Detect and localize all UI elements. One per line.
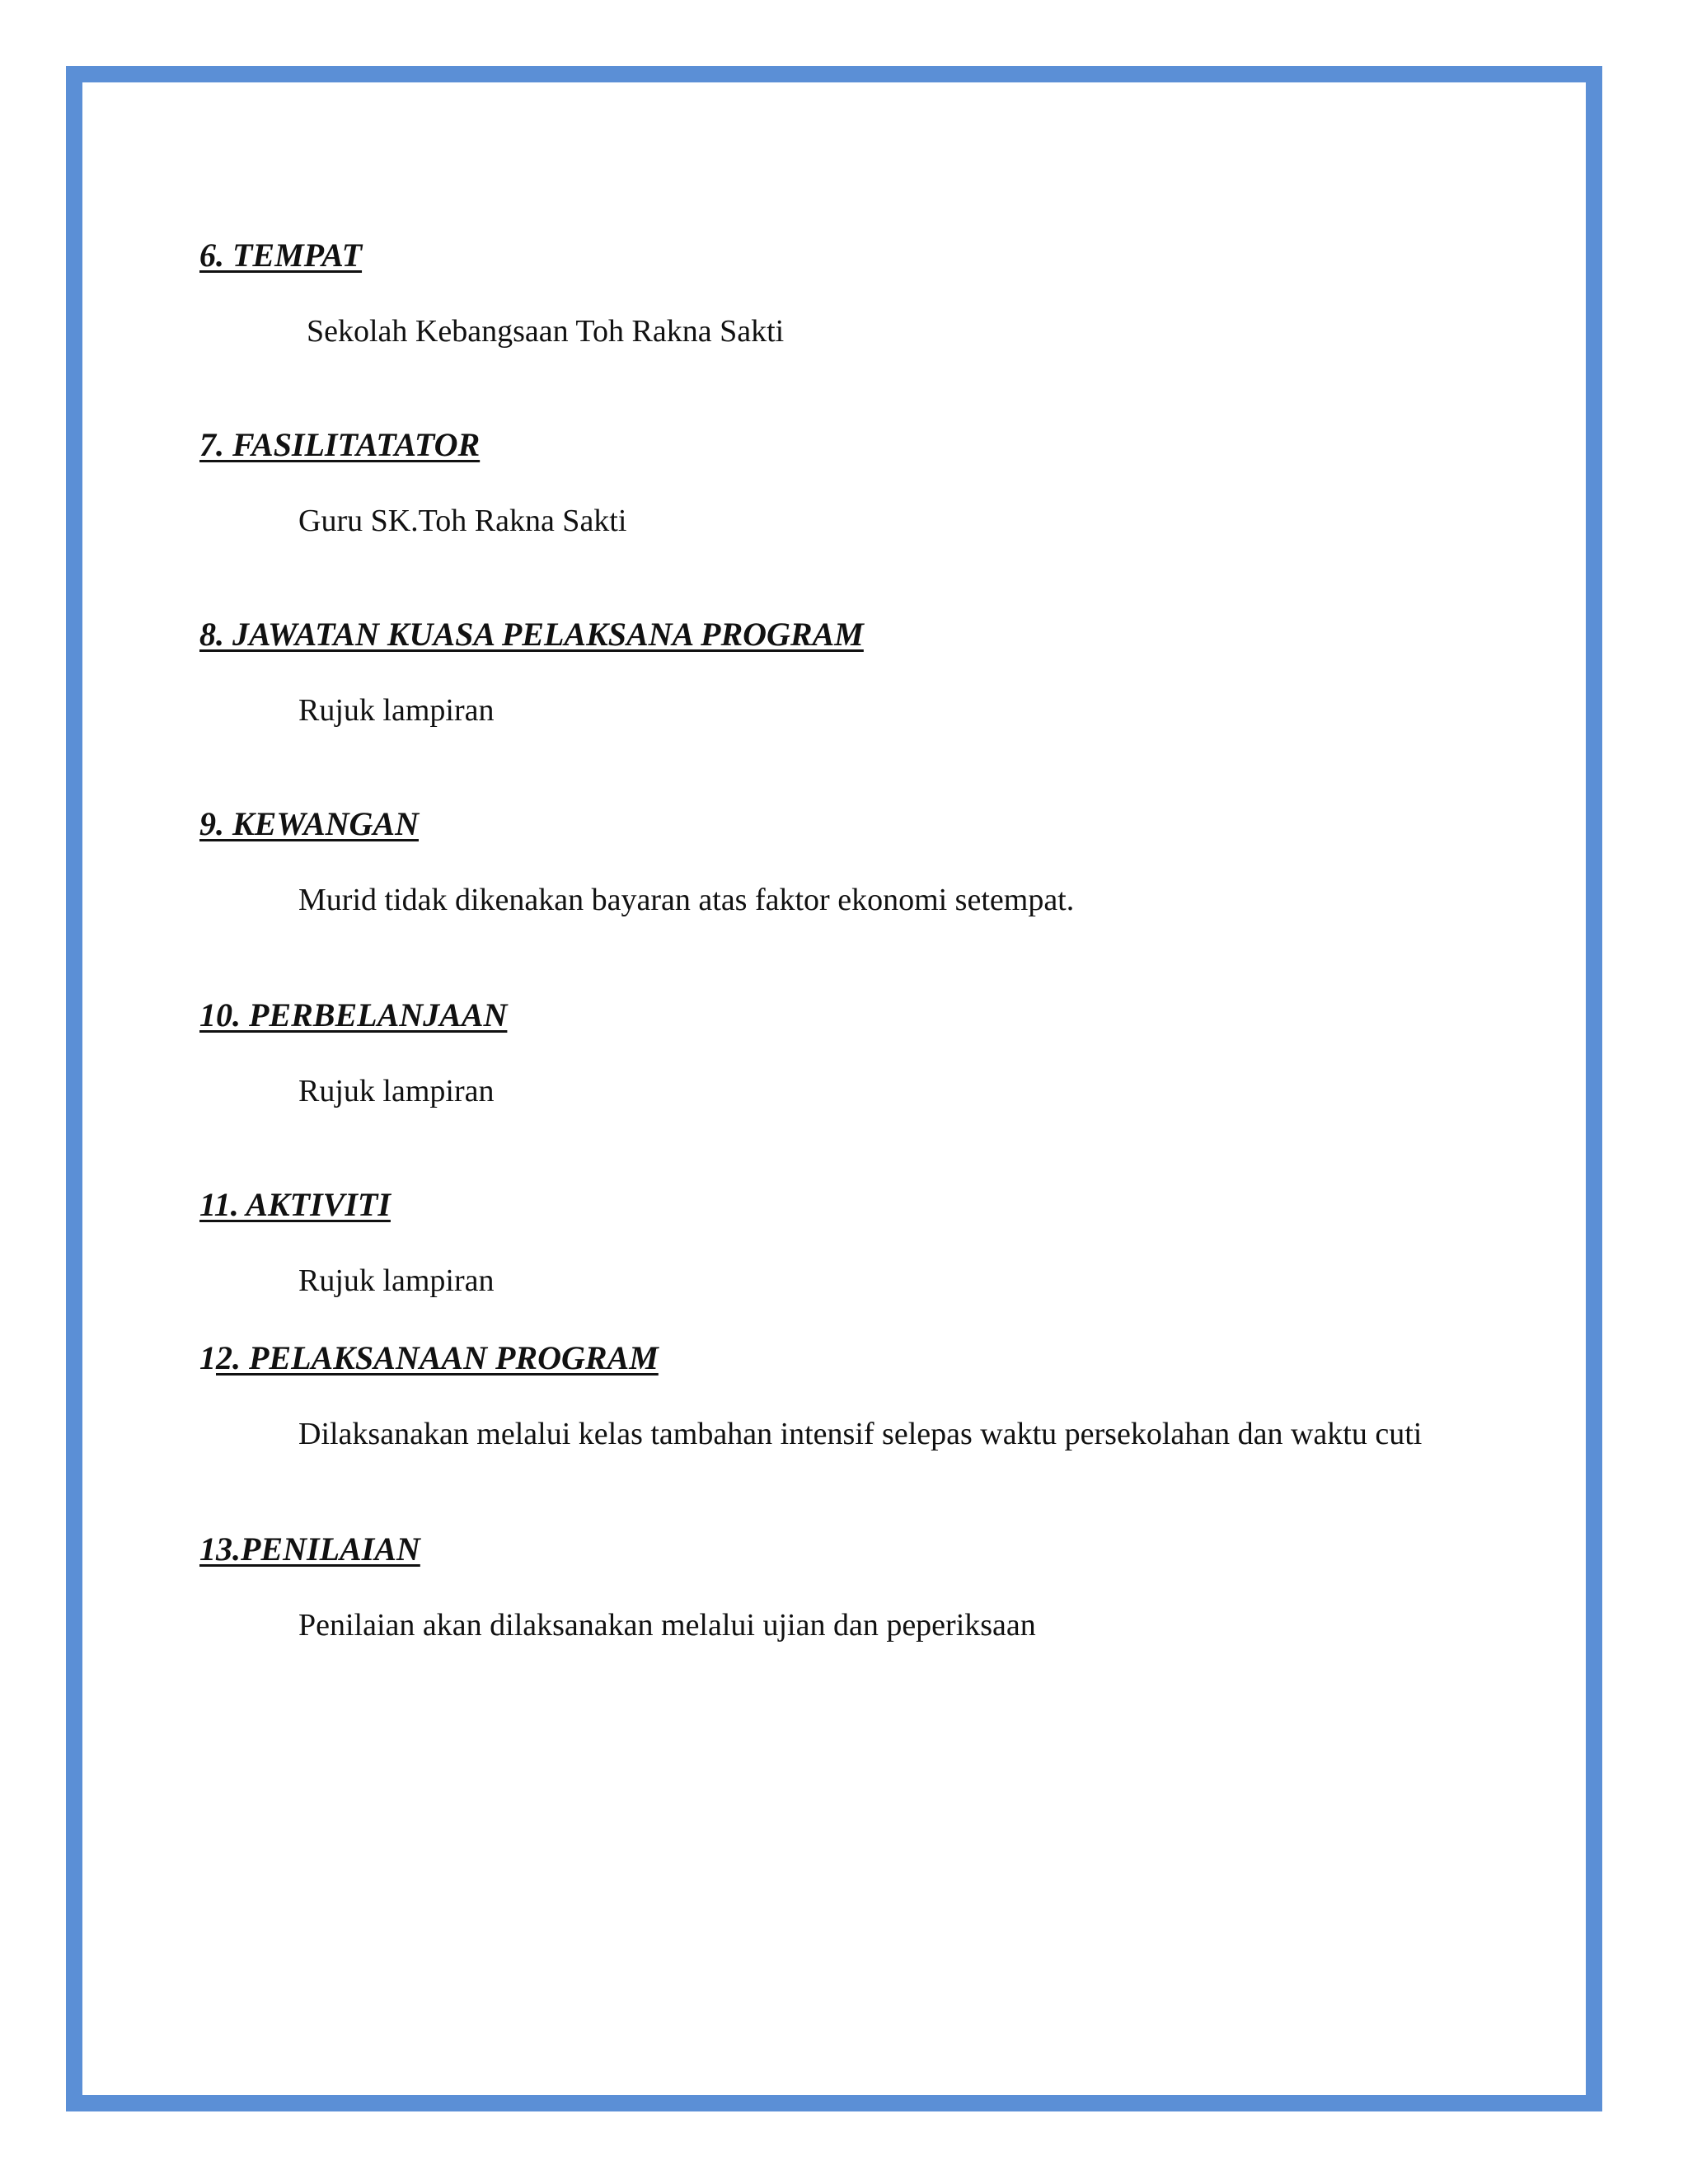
section-heading: 6. TEMPAT (199, 237, 363, 274)
section-kewangan (199, 804, 1074, 920)
section-jawatan-kuasa (199, 615, 864, 730)
section-heading: 13.PENILAIAN (199, 1530, 420, 1568)
section-body: Rujuk lampiran (298, 1074, 495, 1108)
section-tempat (199, 236, 784, 351)
section-body: Guru SK.Toh Rakna Sakti (298, 504, 627, 538)
section-fasilitatator (199, 425, 626, 541)
section-body: Sekolah Kebangsaan Toh Rakna Sakti (307, 314, 785, 349)
section-heading: 9. KEWANGAN (199, 805, 419, 842)
section-perbelanjaan (199, 996, 507, 1111)
section-penilaian (199, 1530, 1036, 1645)
section-heading (199, 1338, 1422, 1378)
section-body: Murid tidak dikenakan bayaran atas faktor ekonomi setempat. (298, 883, 1075, 917)
section-body: Penilaian akan dilaksanakan melalui ujian dan peperiksaan (298, 1608, 1036, 1643)
section-body: Rujuk lampiran (298, 693, 495, 728)
section-heading: 8. JAWATAN KUASA PELAKSANA PROGRAM (199, 616, 864, 653)
section-aktiviti (199, 1185, 494, 1301)
section-body: Dilaksanakan melalui kelas tambahan intensif selepas waktu persekolahan dan waktu cuti (298, 1417, 1423, 1451)
section-heading: 11. AKTIVITI (199, 1186, 391, 1223)
heading-prefix: 1 (199, 1339, 216, 1376)
section-heading: 10. PERBELANJAAN (199, 996, 508, 1033)
section-body: Rujuk lampiran (298, 1263, 495, 1298)
section-pelaksanaan-program (199, 1338, 1422, 1454)
section-heading: 7. FASILITATATOR (199, 426, 481, 463)
heading-rest: 2. PELAKSANAAN PROGRAM (216, 1339, 659, 1376)
